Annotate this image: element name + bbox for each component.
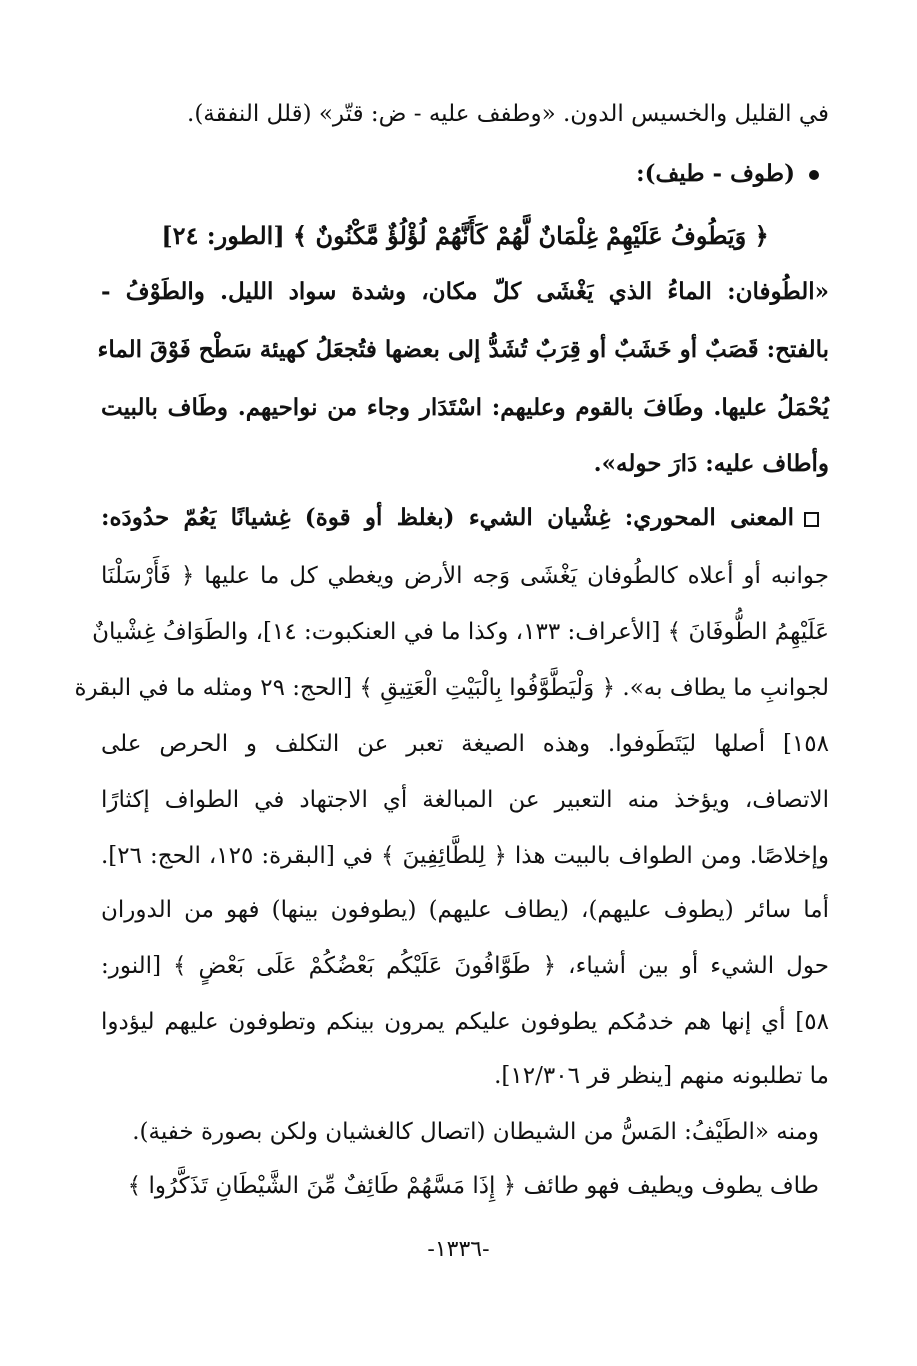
text-line-19: ومنه «الطَيْفُ: المَسُّ من الشيطان (اتصال كالغشيان ولكن بصورة خفية). (132, 1119, 819, 1145)
text-line-16: حول الشيء أو بين أشياء، ﴿ طَوَّافُونَ عَلَيْكُم بَعْضُكُمْ عَلَى بَعْضٍ ﴾ [النور: (101, 953, 829, 979)
text-line-11: لجوانبِ ما يطاف به». ﴿ وَلْيَطَّوَّفُوا بِالْبَيْتِ الْعَتِيقِ ﴾ [الحج: ٢٩ ومثله ما في البقرة (74, 675, 829, 701)
text-line-10: عَلَيْهِمُ الطُّوفَانَ ﴾ [الأعراف: ١٣٣، وكذا ما في العنكبوت: ١٤]، والطَوَافُ غِشْيانٌ (92, 619, 829, 645)
text-line-13: الاتصاف، ويؤخذ منه التعبير عن المبالغة أي الاجتهاد في الطواف إكثارًا (101, 787, 829, 813)
text-line-15: أما سائر (يطوف عليهم)، (يطاف عليهم) (يطوفون بينها) فهو من الدوران (101, 897, 829, 923)
text-line-7: وأطاف عليه: دَارَ حوله». (593, 450, 829, 477)
text-line-17: ٥٨] أي إنها هم خدمُكم يطوفون عليكم يمرون بينكم وتطوفون عليهم ليؤدوا (101, 1009, 829, 1035)
text-line-12: ١٥٨] أصلها ليَتَطَوفوا. وهذه الصيغة تعبر عن التكلف و الحرص على (101, 731, 829, 757)
text-line-6: يُحْمَلُ عليها. وطَافَ بالقوم وعليهم: اسْتَدَار وجاء من نواحيهم. وطَاف بالبيت (101, 394, 829, 421)
text-line-20: طاف يطوف ويطيف فهو طائف ﴿ إِذَا مَسَّهُمْ طَائِفٌ مِّنَ الشَّيْطَانِ تَذَكَّرُوا ﴾ (127, 1173, 819, 1199)
page-number: -١٣٣٦- (427, 1237, 490, 1262)
square-bullet-icon (804, 512, 819, 527)
text-line-5: بالفتح: قَصَبٌ أو خَشَبٌ أو قِرَبٌ تُشَدُّ إلى بعضها فتُجعَلُ كهيئة سَطْح فَوْقَ الماء (97, 336, 829, 363)
central-meaning-line: المعنى المحوري: غِشْيان الشيء (بغلظ أو قوة) غِشيانًا يَعُمّ حدُودَه: (101, 490, 819, 546)
bullet-icon (809, 170, 819, 180)
text-line-1: في القليل والخسيس الدون. «وطفف عليه - ض: قتّر» (قلل النفقة). (187, 101, 829, 127)
text-line-14: وإخلاصًا. ومن الطواف بالبيت هذا ﴿ لِلطَّائِفِينَ ﴾ في [البقرة: ١٢٥، الحج: ٢٦]. (101, 843, 829, 869)
text-line-9: جوانبه أو أعلاه كالطُوفان يَغْشَى وَجه الأرض ويغطي كل ما عليها ﴿ فَأَرْسَلْنَا (101, 563, 829, 589)
section-heading: (طوف - طيف): (91, 146, 819, 202)
text-line-18: ما تطلبونه منهم [ينظر قر ١٢/٣٠٦]. (494, 1063, 829, 1089)
quran-verse-line: ﴿ وَيَطُوفُ عَلَيْهِمْ غِلْمَانٌ لَّهُمْ كَأَنَّهُمْ لُؤْلُؤٌ مَّكْنُونٌ ﴾ [الطور: ٢٤] (161, 221, 769, 250)
text-line-4: «الطُوفان: الماءُ الذي يَغْشَى كلّ مكان، وشدة سواد الليل. والطَوْفُ - (101, 278, 829, 305)
